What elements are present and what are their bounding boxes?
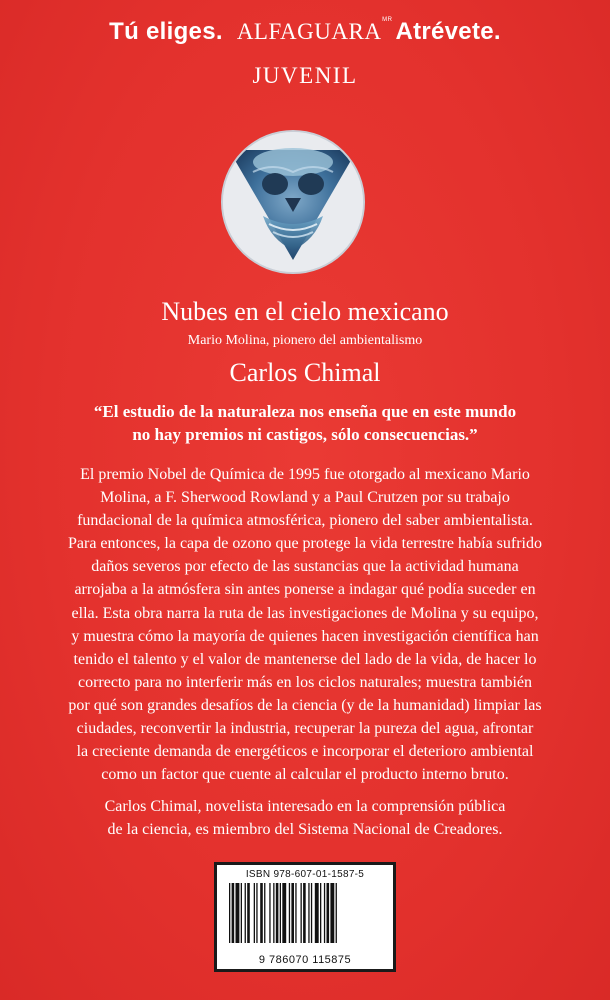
imprint-label: JUVENIL: [252, 63, 358, 88]
barcode-bar: [241, 883, 242, 943]
barcode-bar: [327, 883, 330, 943]
bio-line-1: Carlos Chimal, novelista interesado en la comprensión pública: [104, 798, 506, 815]
isbn-barcode: [214, 862, 396, 972]
synopsis-line: El premio Nobel de Química de 1995 fue otorgado al mexicano Mario: [80, 466, 530, 483]
barcode-bar: [336, 883, 337, 943]
quote-line-1: “El estudio de la naturaleza nos enseña que en este mundo: [93, 402, 517, 421]
barcode-digits: 9 786070 115875: [258, 954, 352, 966]
barcode-bar: [320, 883, 321, 943]
barcode-bar: [301, 883, 302, 943]
synopsis-line: y muestra cómo la mayoría de quienes hacen investigación científica han: [71, 627, 539, 645]
cover-emblem-image: [221, 130, 365, 274]
barcode-bar: [236, 883, 240, 943]
barcode-bar: [254, 883, 255, 943]
publisher-logo: [236, 17, 393, 45]
synopsis-line: Para entonces, la capa de ozono que protege la vida terrestre había sufrido: [67, 535, 542, 553]
synopsis-line: fundacional de la química atmosférica, pionero del saber ambientalista.: [77, 512, 533, 530]
barcode-bar: [308, 883, 309, 943]
synopsis-line: por qué son grandes desafíos de la ciencia (y de la humanidad) limpiar las: [68, 696, 542, 714]
barcode-bar: [245, 883, 246, 943]
barcode-bar: [282, 883, 286, 943]
barcode-bar: [280, 883, 281, 943]
barcode-bar: [273, 883, 274, 943]
barcode-bar: [256, 883, 257, 943]
book-author: Carlos Chimal: [229, 358, 381, 387]
barcode-bar: [269, 883, 270, 943]
synopsis-line: tenido el talento y el valor de mantenerse del lado de la vida, de hacer lo: [73, 650, 537, 668]
barcode-bar: [324, 883, 325, 943]
book-subtitle: Mario Molina, pionero del ambientalismo: [187, 333, 423, 348]
synopsis-line: correcto para no interferir más en los ciclos naturales; muestra también: [77, 673, 533, 691]
barcode-bar: [295, 883, 296, 943]
publisher-header: [0, 18, 610, 46]
barcode-bar: [232, 883, 235, 943]
synopsis: [26, 463, 584, 786]
barcode-bar: [264, 883, 265, 943]
barcode-bar: [229, 883, 230, 943]
barcode-bar: [289, 883, 290, 943]
slogan-right: Atrévete.: [395, 18, 501, 45]
barcode-bar: [247, 883, 250, 943]
slogan-left: Tú eliges.: [109, 18, 223, 45]
synopsis-line: daños severos por efecto de las sustancias que la actividad humana: [91, 558, 519, 576]
bio-line-2: de la ciencia, es miembro del Sistema Nacional de Creadores.: [107, 821, 503, 838]
barcode-bar: [315, 883, 319, 943]
trademark-mark: MR: [382, 17, 393, 23]
barcode-bar: [276, 883, 279, 943]
isbn-label: ISBN 978-607-01-1587-5: [245, 869, 365, 880]
book-title: Nubes en el cielo mexicano: [161, 297, 449, 326]
barcode-bar: [330, 883, 334, 943]
barcode-bar: [260, 883, 263, 943]
synopsis-line: ella. Esta obra narra la ruta de las investigaciones de Molina y su equipo,: [71, 604, 539, 622]
synopsis-line: ciudades, reconvertir la industria, recuperar la pureza del agua, afrontar: [76, 720, 534, 738]
barcode-bar: [303, 883, 306, 943]
author-bio: [30, 795, 580, 841]
barcode-bars: [229, 883, 381, 943]
synopsis-line: Molina, a F. Sherwood Rowland y a Paul Crutzen por su trabajo: [100, 489, 510, 507]
barcode-bar: [311, 883, 312, 943]
synopsis-line: la creciente demanda de energéticos e incorporar el deterioro ambiental: [76, 743, 534, 761]
synopsis-line: como un factor que cuente al calcular el producto interno bruto.: [101, 766, 509, 784]
barcode-bar: [291, 883, 294, 943]
epigraph-quote: [60, 400, 550, 446]
publisher-name: ALFAGUARA: [236, 19, 382, 44]
quote-line-2: no hay premios ni castigos, sólo consecuencias.”: [132, 425, 478, 444]
synopsis-line: arrojaba a la atmósfera sin antes ponerse a indagar qué podía suceder en: [74, 581, 536, 599]
